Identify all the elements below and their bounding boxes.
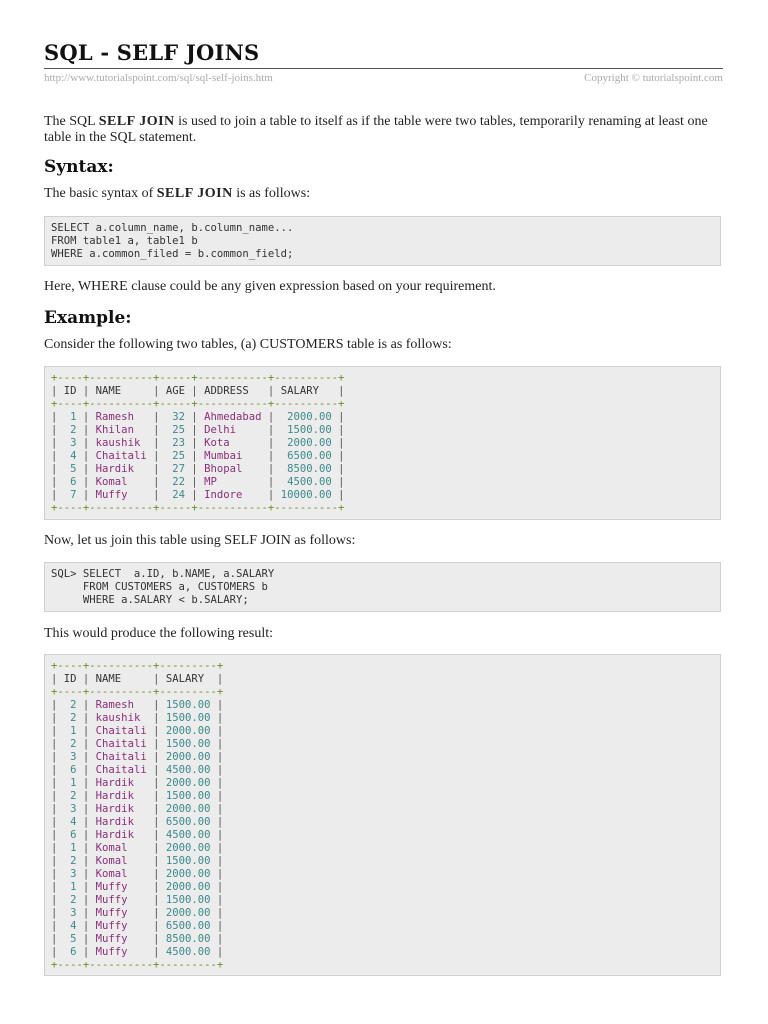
column-header: SALARY <box>159 673 217 685</box>
table-cell: 1500.00 <box>159 699 217 711</box>
table-row: | 1 | Chaitali | 2000.00 | <box>51 725 224 737</box>
table-cell: 5 <box>57 463 83 475</box>
syntax-code-block <box>44 216 721 266</box>
table-header-row: | ID | NAME | AGE | ADDRESS | SALARY | <box>51 385 345 397</box>
table-row: | 6 | Komal | 22 | MP | 4500.00 | <box>51 476 345 488</box>
table-cell: 2000.00 <box>159 777 217 789</box>
column-header: ID <box>57 385 83 397</box>
table-cell: 1500.00 <box>159 738 217 750</box>
header-meta <box>44 71 723 85</box>
table-cell: Khilan <box>89 424 154 436</box>
table-cell: 4 <box>57 816 83 828</box>
page-header <box>44 40 723 85</box>
table-row: | 4 | Hardik | 6500.00 | <box>51 816 224 828</box>
table-cell: Muffy <box>89 489 154 501</box>
table-row: | 1 | Muffy | 2000.00 | <box>51 881 224 893</box>
table-cell: 1 <box>57 411 83 423</box>
table-cell: 24 <box>159 489 192 501</box>
syntax-code-line: FROM table1 a, table1 b <box>51 235 198 247</box>
table-cell: 4500.00 <box>159 946 217 958</box>
table-cell: 7 <box>57 489 83 501</box>
join-description: Now, let us join this table using SELF JOIN as follows: <box>44 533 356 548</box>
table-row: | 6 | Chaitali | 4500.00 | <box>51 764 224 776</box>
syntax-desc-pre: The basic syntax of <box>44 186 157 201</box>
intro-text-pre: The SQL <box>44 114 99 129</box>
intro-text-post: is used to join a table to itself as if the table were two tables, temporarily renaming at least one table in the SQL statement. <box>44 114 708 145</box>
table-cell: 1 <box>57 777 83 789</box>
table-cell: 1500.00 <box>159 855 217 867</box>
table-cell: 6500.00 <box>159 816 217 828</box>
table-cell: 1500.00 <box>274 424 339 436</box>
table-cell: kaushik <box>89 437 154 449</box>
table-cell: Muffy <box>89 894 154 906</box>
table-cell: Chaitali <box>89 751 154 763</box>
table-cell: Ramesh <box>89 699 154 711</box>
table-cell: 2 <box>57 699 83 711</box>
table-cell: 2 <box>57 894 83 906</box>
intro-paragraph <box>44 114 721 146</box>
page-title: SQL - SELF JOINS <box>44 40 260 65</box>
table-cell: Komal <box>89 868 154 880</box>
syntax-desc-post: is as follows: <box>232 186 311 201</box>
table-cell: 3 <box>57 868 83 880</box>
query-line <box>51 568 274 580</box>
table-cell: 8500.00 <box>159 933 217 945</box>
table-row: | 5 | Hardik | 27 | Bhopal | 8500.00 | <box>51 463 345 475</box>
table-cell: 6 <box>57 829 83 841</box>
table-cell: 23 <box>159 437 192 449</box>
table-cell: 10000.00 <box>274 489 339 501</box>
table-cell: 4 <box>57 920 83 932</box>
syntax-note: Here, WHERE clause could be any given expression based on your requirement. <box>44 279 496 294</box>
table-row: | 3 | Muffy | 2000.00 | <box>51 907 224 919</box>
table-cell: 2000.00 <box>274 411 339 423</box>
table-cell: 3 <box>57 907 83 919</box>
table-cell: 22 <box>159 476 192 488</box>
table-cell: Muffy <box>89 946 154 958</box>
table-cell: 1 <box>57 842 83 854</box>
table-cell: 2000.00 <box>159 868 217 880</box>
query-text: FROM CUSTOMERS a, CUSTOMERS b <box>51 581 268 593</box>
table-cell: 2 <box>57 855 83 867</box>
table-cell: 4500.00 <box>159 829 217 841</box>
sql-prompt: SQL> <box>51 568 77 580</box>
table-cell: 3 <box>57 437 83 449</box>
table-cell: 3 <box>57 751 83 763</box>
table-cell: Muffy <box>89 881 154 893</box>
table-cell: Mumbai <box>197 450 268 462</box>
table-row: | 2 | Komal | 1500.00 | <box>51 855 224 867</box>
table-cell: Hardik <box>89 777 154 789</box>
customers-table-block <box>44 366 721 520</box>
table-cell: Hardik <box>89 790 154 802</box>
syntax-code-line: SELECT a.column_name, b.column_name... <box>51 222 294 234</box>
example-heading: Example: <box>44 308 132 328</box>
table-row: | 3 | Chaitali | 2000.00 | <box>51 751 224 763</box>
table-cell: 2 <box>57 424 83 436</box>
syntax-heading: Syntax: <box>44 157 114 177</box>
table-cell: 6 <box>57 764 83 776</box>
table-row: | 1 | Komal | 2000.00 | <box>51 842 224 854</box>
table-cell: 27 <box>159 463 192 475</box>
table-cell: Chaitali <box>89 764 154 776</box>
table-header-row: | ID | NAME | SALARY | <box>51 673 224 685</box>
table-row: | 3 | Hardik | 2000.00 | <box>51 803 224 815</box>
table-cell: 1500.00 <box>159 790 217 802</box>
table-row: | 6 | Hardik | 4500.00 | <box>51 829 224 841</box>
table-row: | 3 | kaushik | 23 | Kota | 2000.00 | <box>51 437 345 449</box>
table-border: +----+----------+-----+-----------+----------+ <box>51 502 345 514</box>
column-header: NAME <box>89 673 154 685</box>
table-cell: Muffy <box>89 933 154 945</box>
table-cell: 4500.00 <box>159 764 217 776</box>
table-border: +----+----------+---------+ <box>51 686 224 698</box>
table-cell: 6 <box>57 946 83 958</box>
table-row: | 1 | Hardik | 2000.00 | <box>51 777 224 789</box>
table-cell: 2 <box>57 790 83 802</box>
table-cell: Bhopal <box>197 463 268 475</box>
table-cell: Hardik <box>89 816 154 828</box>
table-cell: 4 <box>57 450 83 462</box>
column-header: AGE <box>159 385 192 397</box>
table-cell: Hardik <box>89 829 154 841</box>
table-cell: Komal <box>89 855 154 867</box>
table-row: | 2 | Chaitali | 1500.00 | <box>51 738 224 750</box>
table-cell: 6500.00 <box>274 450 339 462</box>
table-cell: 6500.00 <box>159 920 217 932</box>
syntax-description <box>44 186 721 202</box>
table-row: | 2 | Muffy | 1500.00 | <box>51 894 224 906</box>
table-cell: MP <box>197 476 268 488</box>
intro-keyword: SELF JOIN <box>98 114 175 129</box>
table-cell: Chaitali <box>89 450 154 462</box>
self-join-query-block <box>44 562 721 612</box>
table-cell: 2000.00 <box>274 437 339 449</box>
table-border: +----+----------+---------+ <box>51 660 224 672</box>
table-cell: 1500.00 <box>159 894 217 906</box>
table-cell: 2000.00 <box>159 803 217 815</box>
source-url-link[interactable]: http://www.tutorialspoint.com/sql/sql-self-joins.htm <box>44 72 273 84</box>
table-row: | 6 | Muffy | 4500.00 | <box>51 946 224 958</box>
table-cell: 2 <box>57 712 83 724</box>
table-border: +----+----------+-----+-----------+----------+ <box>51 372 345 384</box>
table-cell: 2000.00 <box>159 725 217 737</box>
table-row: | 2 | Khilan | 25 | Delhi | 1500.00 | <box>51 424 345 436</box>
table-cell: Ahmedabad <box>197 411 268 423</box>
table-cell: 3 <box>57 803 83 815</box>
table-cell: 2000.00 <box>159 881 217 893</box>
table-row: | 4 | Chaitali | 25 | Mumbai | 6500.00 | <box>51 450 345 462</box>
table-cell: Chaitali <box>89 738 154 750</box>
table-row: | 2 | kaushik | 1500.00 | <box>51 712 224 724</box>
table-row: | 1 | Ramesh | 32 | Ahmedabad | 2000.00 | <box>51 411 345 423</box>
query-text: WHERE a.SALARY < b.SALARY; <box>51 594 249 606</box>
table-cell: Ramesh <box>89 411 154 423</box>
syntax-desc-keyword: SELF JOIN <box>156 186 233 201</box>
table-cell: Muffy <box>89 920 154 932</box>
syntax-code-line: WHERE a.common_filed = b.common_field; <box>51 248 294 260</box>
table-cell: 4500.00 <box>274 476 339 488</box>
table-cell: Kota <box>197 437 268 449</box>
table-cell: Chaitali <box>89 725 154 737</box>
table-cell: kaushik <box>89 712 154 724</box>
header-divider <box>44 68 723 69</box>
table-row: | 4 | Muffy | 6500.00 | <box>51 920 224 932</box>
table-border: +----+----------+---------+ <box>51 959 224 971</box>
table-cell: 6 <box>57 476 83 488</box>
table-cell: Hardik <box>89 463 154 475</box>
table-row: | 3 | Komal | 2000.00 | <box>51 868 224 880</box>
table-cell: 25 <box>159 424 192 436</box>
column-header: NAME <box>89 385 154 397</box>
column-header: ID <box>57 673 83 685</box>
table-cell: Indore <box>197 489 268 501</box>
result-description: This would produce the following result: <box>44 626 274 641</box>
table-cell: Hardik <box>89 803 154 815</box>
table-cell: Komal <box>89 476 154 488</box>
query-text: SELECT a.ID, b.NAME, a.SALARY <box>76 568 275 580</box>
table-cell: 1 <box>57 881 83 893</box>
table-cell: 1500.00 <box>159 712 217 724</box>
table-row: | 5 | Muffy | 8500.00 | <box>51 933 224 945</box>
example-description: Consider the following two tables, (a) CUSTOMERS table is as follows: <box>44 337 452 352</box>
table-cell: 2000.00 <box>159 907 217 919</box>
table-cell: 2 <box>57 738 83 750</box>
table-cell: 2000.00 <box>159 842 217 854</box>
table-cell: 5 <box>57 933 83 945</box>
table-row: | 2 | Ramesh | 1500.00 | <box>51 699 224 711</box>
table-cell: 1 <box>57 725 83 737</box>
table-cell: Delhi <box>197 424 268 436</box>
table-row: | 2 | Hardik | 1500.00 | <box>51 790 224 802</box>
table-cell: 2000.00 <box>159 751 217 763</box>
table-cell: 8500.00 <box>274 463 339 475</box>
column-header: ADDRESS <box>197 385 268 397</box>
table-border: +----+----------+-----+-----------+----------+ <box>51 398 345 410</box>
copyright-text: Copyright © tutorialspoint.com <box>584 72 723 84</box>
column-header: SALARY <box>274 385 339 397</box>
result-table-block <box>44 654 721 976</box>
table-cell: 25 <box>159 450 192 462</box>
table-cell: Komal <box>89 842 154 854</box>
table-cell: 32 <box>159 411 192 423</box>
table-row: | 7 | Muffy | 24 | Indore | 10000.00 | <box>51 489 345 501</box>
table-cell: Muffy <box>89 907 154 919</box>
